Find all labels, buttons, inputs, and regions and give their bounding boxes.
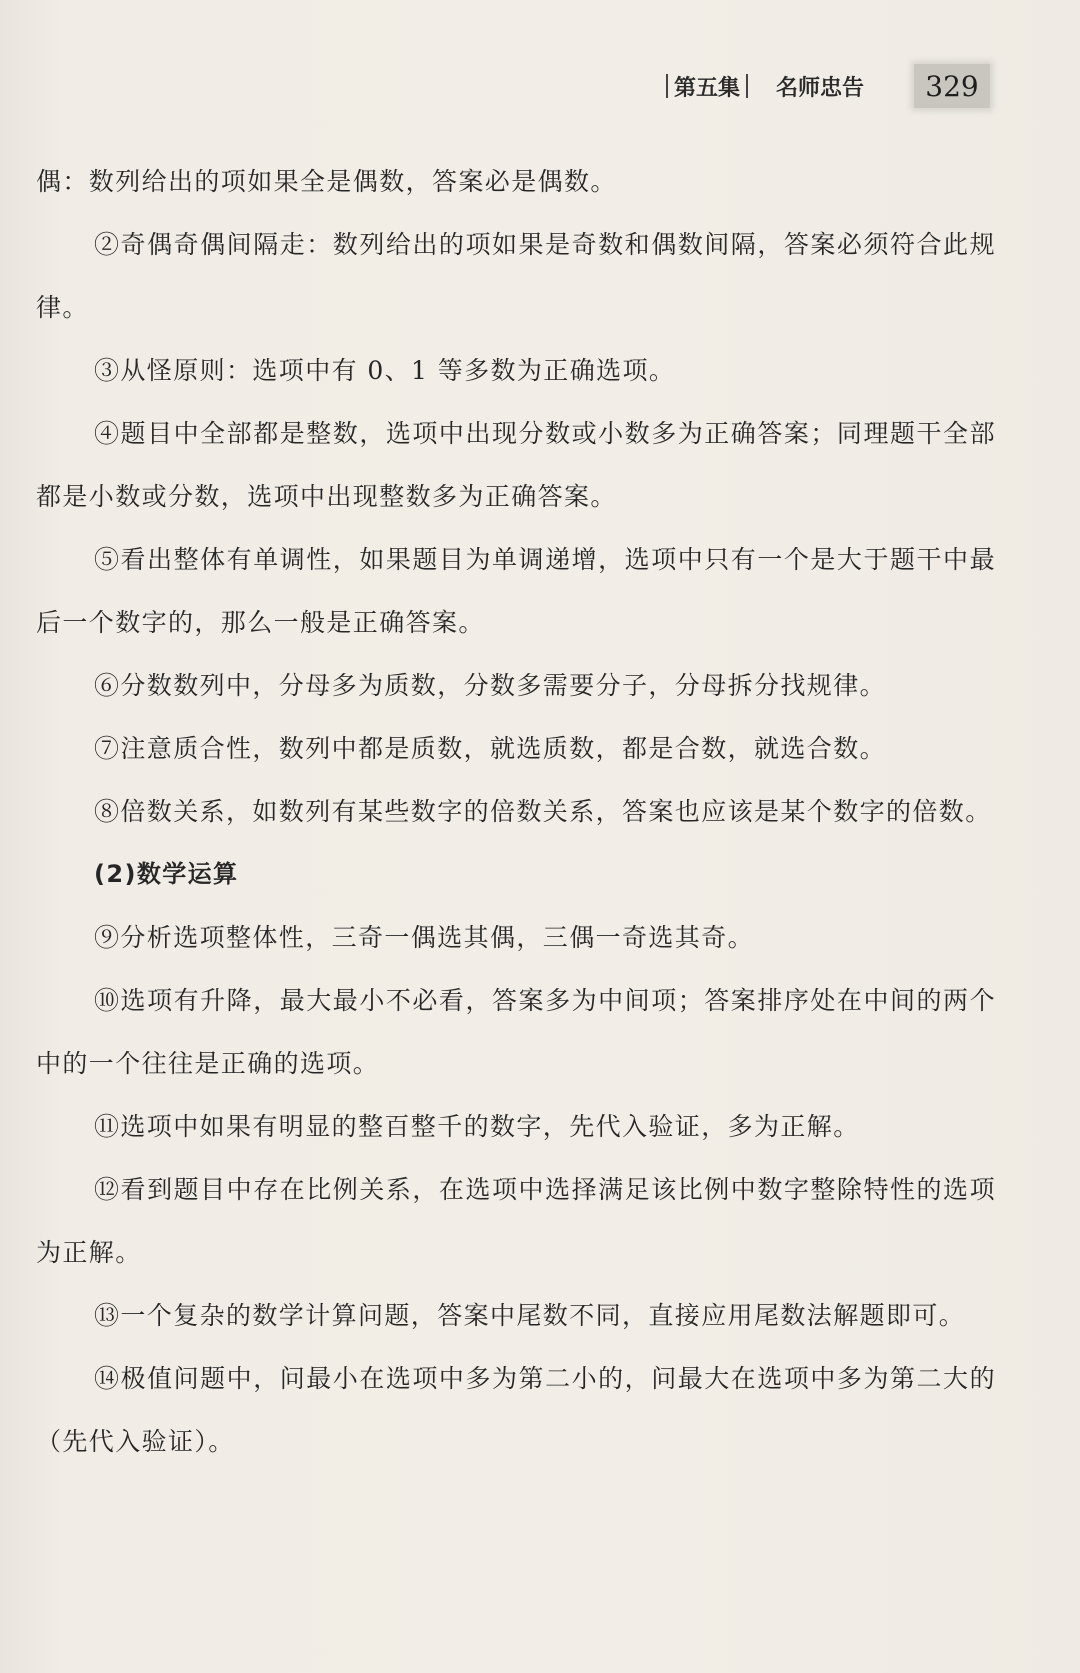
running-head [660,66,864,106]
paragraph: ⑤看出整体有单调性，如果题目为单调递增，选项中只有一个是大于题干中最后一个数字的，那么一般是正确答案。 [36,545,996,637]
page-number: 329 [914,64,990,108]
paragraph: ⑪选项中如果有明显的整百整千的数字，先代入验证，多为正解。 [94,1112,860,1141]
paragraph: 偶：数列给出的项如果全是偶数，答案必是偶数。 [36,167,617,196]
section-subheading: (2)数学运算 [94,860,239,888]
header-divider [666,74,668,98]
paragraph: ⑧倍数关系，如数列有某些数字的倍数关系，答案也应该是某个数字的倍数。 [94,797,992,826]
paragraph: ⑫看到题目中存在比例关系，在选项中选择满足该比例中数字整除特性的选项为正解。 [36,1175,996,1267]
paragraph: ⑩选项有升降，最大最小不必看，答案多为中间项；答案排序处在中间的两个中的一个往往是正确的选项。 [36,986,996,1078]
body-text [36,150,996,1473]
paragraph: ⑨分析选项整体性，三奇一偶选其偶，三偶一奇选其奇。 [94,923,755,952]
paragraph: ②奇偶奇偶间隔走：数列给出的项如果是奇数和偶数间隔，答案必须符合此规律。 [36,230,996,322]
paragraph: ④题目中全部都是整数，选项中出现分数或小数多为正确答案；同理题干全部都是小数或分数，选项中出现整数多为正确答案。 [36,419,996,511]
paragraph: ⑭极值问题中，问最小在选项中多为第二小的，问最大在选项中多为第二大的（先代入验证）。 [36,1364,996,1456]
paragraph: ⑦注意质合性，数列中都是质数，就选质数，都是合数，就选合数。 [94,734,887,763]
paragraph: ⑥分数数列中，分母多为质数，分数多需要分子，分母拆分找规律。 [94,671,887,700]
section-title: 名师忠告 [776,75,865,101]
paragraph: ③从怪原则：选项中有 0、1 等多数为正确选项。 [94,356,676,385]
paragraph: ⑬一个复杂的数学计算问题，答案中尾数不同，直接应用尾数法解题即可。 [94,1301,966,1330]
series-title: 第五集 [674,75,741,101]
header-divider [746,74,748,98]
